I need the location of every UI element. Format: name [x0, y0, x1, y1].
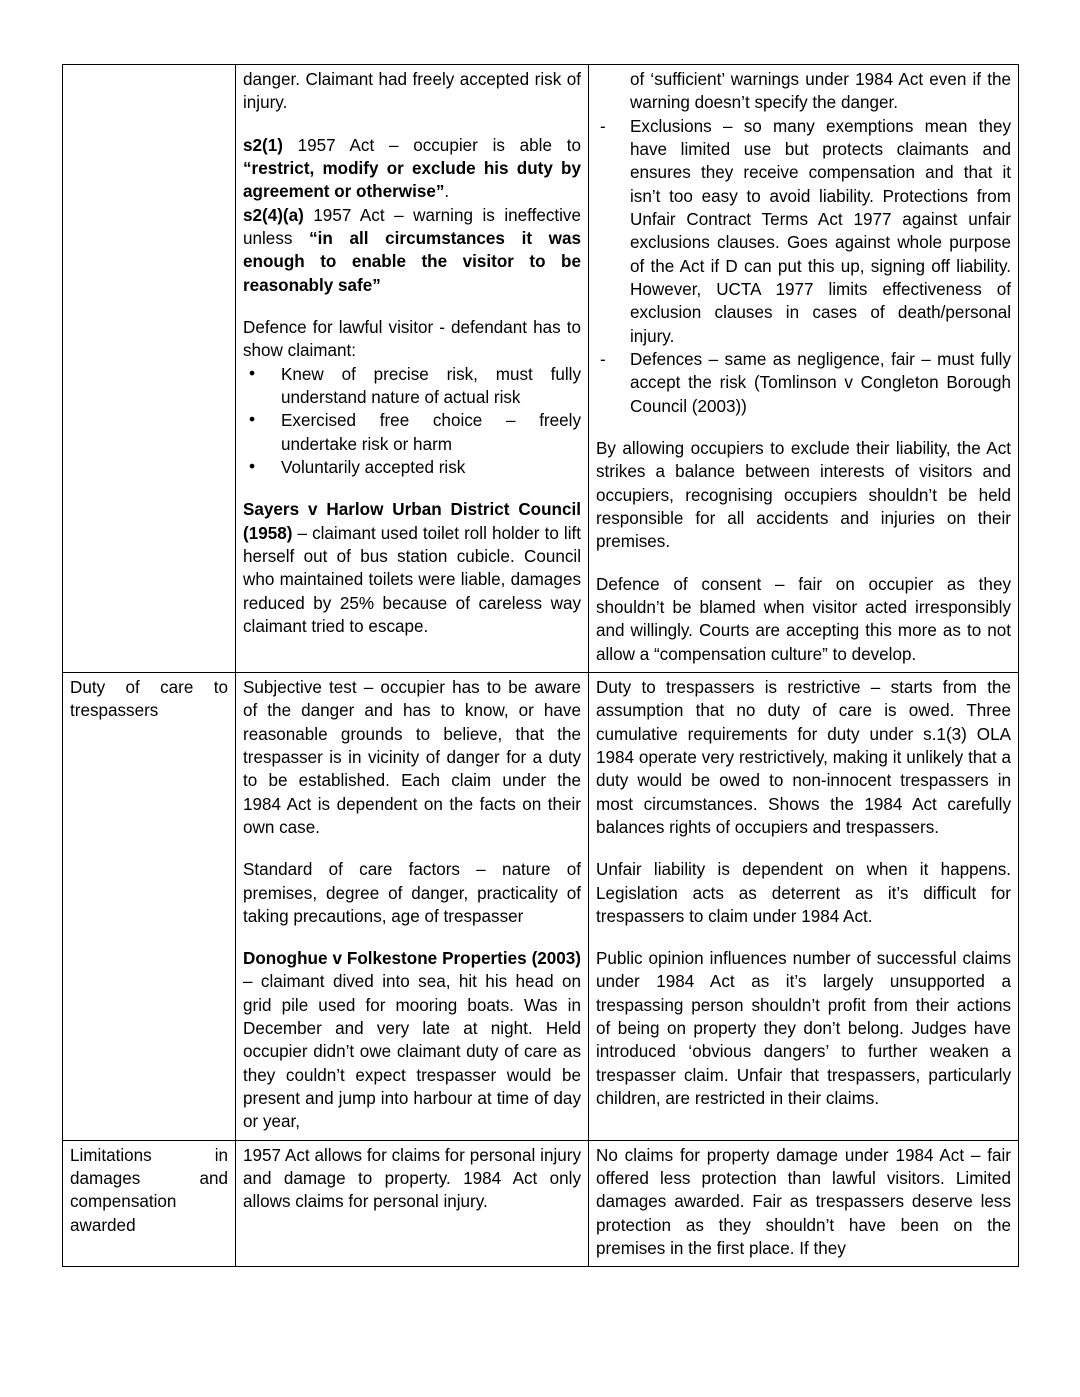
bold-run: Donoghue v Folkestone Properties (2003): [243, 949, 581, 969]
paragraph-spacer: [596, 839, 1011, 858]
topic-label: Limitations in damages and compensation awarded: [70, 1145, 228, 1235]
paragraph: Public opinion influences number of successful claims under 1984 Act as it’s largely unsupported a trespassing person shouldn’t profit from their actions of being on property they don’t belong. Judges have introduced ‘obvious dangers’ to further weaken a trespasser claim. Unfair that trespassers, particularly children, are restricted in their claims.: [596, 949, 1011, 1109]
paragraph-spacer: [596, 928, 1011, 947]
bold-run: “restrict, modify or exclude his duty by agreement or otherwise”: [243, 158, 581, 202]
table-body: [63, 65, 1019, 1267]
bold-run: “in all circumstances it was enough to enable the visitor to be reasonably safe”: [243, 228, 581, 295]
paragraph-spacer: [243, 115, 581, 134]
table-row: [63, 1140, 1019, 1267]
table-row: [63, 65, 1019, 673]
text-run: 1957 Act – occupier is able to: [282, 135, 581, 155]
notes-table: [62, 64, 1019, 1267]
paragraph-spacer: [243, 839, 581, 858]
list-item: • Voluntarily accepted risk: [243, 456, 581, 479]
paragraph-spacer: [596, 418, 1011, 437]
topic-cell: [63, 672, 236, 1140]
paragraph: [243, 947, 581, 1134]
dash-list: [596, 115, 1011, 418]
text-run: 1957 Act – warning is ineffective unless: [243, 205, 581, 248]
paragraph-spacer: [596, 554, 1011, 573]
paragraph-spacer: [243, 928, 581, 947]
list-item: • Exercised free choice – freely undertake risk or harm: [243, 409, 581, 456]
table-row: [63, 672, 1019, 1140]
paragraph: No claims for property damage under 1984 Act – fair offered less protection than lawful visitors. Limited damages awarded. Fair as trespassers deserve less protection as they shouldn’t have been on the premises in the first place. If they: [596, 1145, 1011, 1259]
evaluation-cell: [589, 672, 1019, 1140]
bold-run: s2(1): [243, 135, 283, 155]
paragraph: By allowing occupiers to exclude their liability, the Act strikes a balance between interests of visitors and occupiers, recognising occupiers shouldn’t be held responsible for all accidents and injuries on their premises.: [596, 438, 1011, 552]
list-item: - Exclusions – so many exemptions mean they have limited use but protects claimants and ensures they receive compensation and that it isn’t too easy to avoid liability. Protections from Unfair Contract Terms Act 1977 against unfair exclusions clauses. Goes against whole purpose of the Act if D can put this up, signing off liability. However, UCTA 1977 limits effectiveness of exclusion clauses in cases of death/personal injury.: [596, 115, 1011, 348]
bold-run: Sayers v Harlow Urban District Council (1958): [243, 500, 581, 543]
paragraph: [243, 498, 581, 638]
paragraph: Standard of care factors – nature of premises, degree of danger, practicality of taking precautions, age of trespasser: [243, 860, 581, 926]
dash-list-continuation: of ‘sufficient’ warnings under 1984 Act even if the warning doesn’t specify the danger.: [630, 70, 1011, 113]
law-content-cell: [236, 672, 589, 1140]
paragraph: Defence of consent – fair on occupier as they shouldn’t be blamed when visitor acted irresponsibly and willingly. Courts are accepting this more as to not allow a “compensation culture” to develop.: [596, 574, 1011, 664]
paragraph: Subjective test – occupier has to be aware of the danger and has to know, or have reasonable grounds to believe, that the trespasser is in vicinity of danger for a duty to be established. Each claim under the 1984 Act is dependent on the facts on their own case.: [243, 677, 581, 837]
evaluation-cell: [589, 1140, 1019, 1267]
law-content-cell: [236, 65, 589, 673]
paragraph-spacer: [243, 297, 581, 316]
text-run: .: [444, 182, 450, 202]
topic-cell: [63, 1140, 236, 1267]
list-item: • Knew of precise risk, must fully understand nature of actual risk: [243, 363, 581, 410]
paragraph: danger. Claimant had freely accepted risk of injury.: [243, 70, 581, 113]
topic-label: Duty of care to trespassers: [70, 677, 228, 721]
paragraph: Defence for lawful visitor - defendant has to show claimant:: [243, 317, 581, 361]
paragraph: Unfair liability is dependent on when it happens. Legislation acts as deterrent as it’s difficult for trespassers to claim under 1984 Act.: [596, 860, 1011, 926]
text-run: – claimant dived into sea, hit his head on grid pile used for mooring boats. Was in December and very late at night. Held occupier didn’t owe claimant duty of care as they couldn’t expect trespasser would be present and jump into harbour at time of day or year,: [243, 972, 581, 1132]
law-content-cell: [236, 1140, 589, 1267]
paragraph: 1957 Act allows for claims for personal injury and damage to property. 1984 Act only allows claims for personal injury.: [243, 1145, 581, 1212]
paragraph: [243, 204, 581, 297]
paragraph: Duty to trespassers is restrictive – starts from the assumption that no duty of care is owed. Three cumulative requirements for duty under s.1(3) OLA 1984 operate very restrictively, making it unlikely that a duty would be owed to non-innocent trespassers in most circumstances. Shows the 1984 Act carefully balances rights of occupiers and trespassers.: [596, 677, 1011, 837]
text-run: – claimant used toilet roll holder to lift herself out of bus station cubicle. Council who maintained toilets were liable, damages reduced by 25% because of careless way claimant tried to escape.: [243, 523, 581, 636]
list-item: - Defences – same as negligence, fair – must fully accept the risk (Tomlinson v Congleton Borough Council (2003)): [596, 348, 1011, 418]
paragraph-spacer: [243, 479, 581, 498]
paragraph: [243, 134, 581, 204]
evaluation-cell: [589, 65, 1019, 673]
topic-cell: [63, 65, 236, 673]
bold-run: s2(4)(a): [243, 205, 304, 225]
bullet-list: [243, 363, 581, 480]
